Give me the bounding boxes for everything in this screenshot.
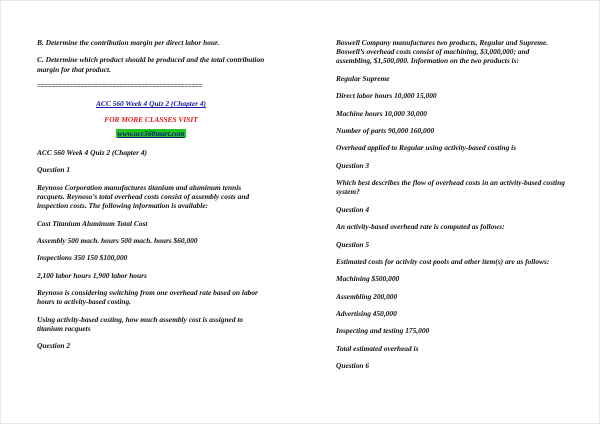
question-6-label: Question 6 xyxy=(336,361,370,371)
left-column xyxy=(37,38,265,359)
question-1-text: Reynoso Corporation manufactures titanium and aluminum tennis racquets. Reynoso’s total overhead costs consist of assembly costs and inspection costs. The following information is available: xyxy=(37,182,250,211)
url-container xyxy=(37,129,265,138)
cost-row-assembly: Assembly 500 mach. hours 500 mach. hours $60,000 xyxy=(37,235,198,245)
question-2-label: Question 2 xyxy=(37,341,71,351)
row-machine-hours: Machine hours 10,000 30,000 xyxy=(336,108,427,118)
question-5-label: Question 5 xyxy=(336,239,370,249)
product-header: Regular Supreme xyxy=(336,73,390,83)
quiz-heading: ACC 560 Week 4 Quiz 2 (Chapter 4) xyxy=(37,147,147,157)
row-assembling: Assembling 200,000 xyxy=(336,291,398,301)
instruction-b: B. Determine the contribution margin per direct labor hour. xyxy=(37,38,220,47)
right-column xyxy=(336,38,566,379)
question-3-text: Which best describes the flow of overhead costs in an activity-based costing system? xyxy=(336,178,565,197)
promo-text: FOR MORE CLASSES VISIT xyxy=(104,114,198,124)
row-machining: Machining $500,000 xyxy=(336,274,400,284)
question-5-text: Estimated costs for activity cost pools and other item(s) are as follows: xyxy=(336,256,550,266)
question-3-label: Question 3 xyxy=(336,160,370,170)
quiz-title-link[interactable]: ACC 560 Week 4 Quiz 2 (Chapter 4) xyxy=(96,99,206,109)
cost-row-labor: 2,100 labor hours 1,900 labor hours xyxy=(37,270,147,280)
question-4-label: Question 4 xyxy=(336,204,370,214)
separator-line: ============================================== xyxy=(37,81,203,90)
instruction-c: C. Determine which product should be produced and the total contribution margin for that product. xyxy=(37,55,265,74)
question-4-text: An activity-based overhead rate is computed as follows: xyxy=(336,222,505,232)
question-2-text: Boswell Company manufactures two products, Regular and Supreme. Boswell’s overhead costs consist of machining, $3,000,000; and assembling, $1,500,000. Information on the two products is: xyxy=(336,38,549,66)
site-link[interactable]: www.acc560mart.com xyxy=(117,128,185,138)
question-2-prompt: Overhead applied to Regular using activity-based costing is xyxy=(336,143,517,153)
question-1-context: Reynoso is considering switching from one overhead rate based on labor hours to activity-based costing. xyxy=(37,288,258,307)
row-inspecting: Inspecting and testing 175,000 xyxy=(336,326,430,336)
row-direct-labor: Direct labor hours 10,000 15,000 xyxy=(336,91,437,101)
question-1-label: Question 1 xyxy=(37,165,71,175)
cost-table-header: Cost Titanium Aluminum Total Cost xyxy=(37,218,148,228)
question-1-prompt: Using activity-based costing, how much assembly cost is assigned to titanium racquets xyxy=(37,314,244,333)
cost-row-inspections: Inspections 350 150 $100,000 xyxy=(37,253,128,263)
row-parts: Number of parts 90,000 160,000 xyxy=(336,125,435,135)
row-advertising: Advertising 450,000 xyxy=(336,309,397,319)
question-5-prompt: Total estimated overhead is xyxy=(336,343,419,353)
